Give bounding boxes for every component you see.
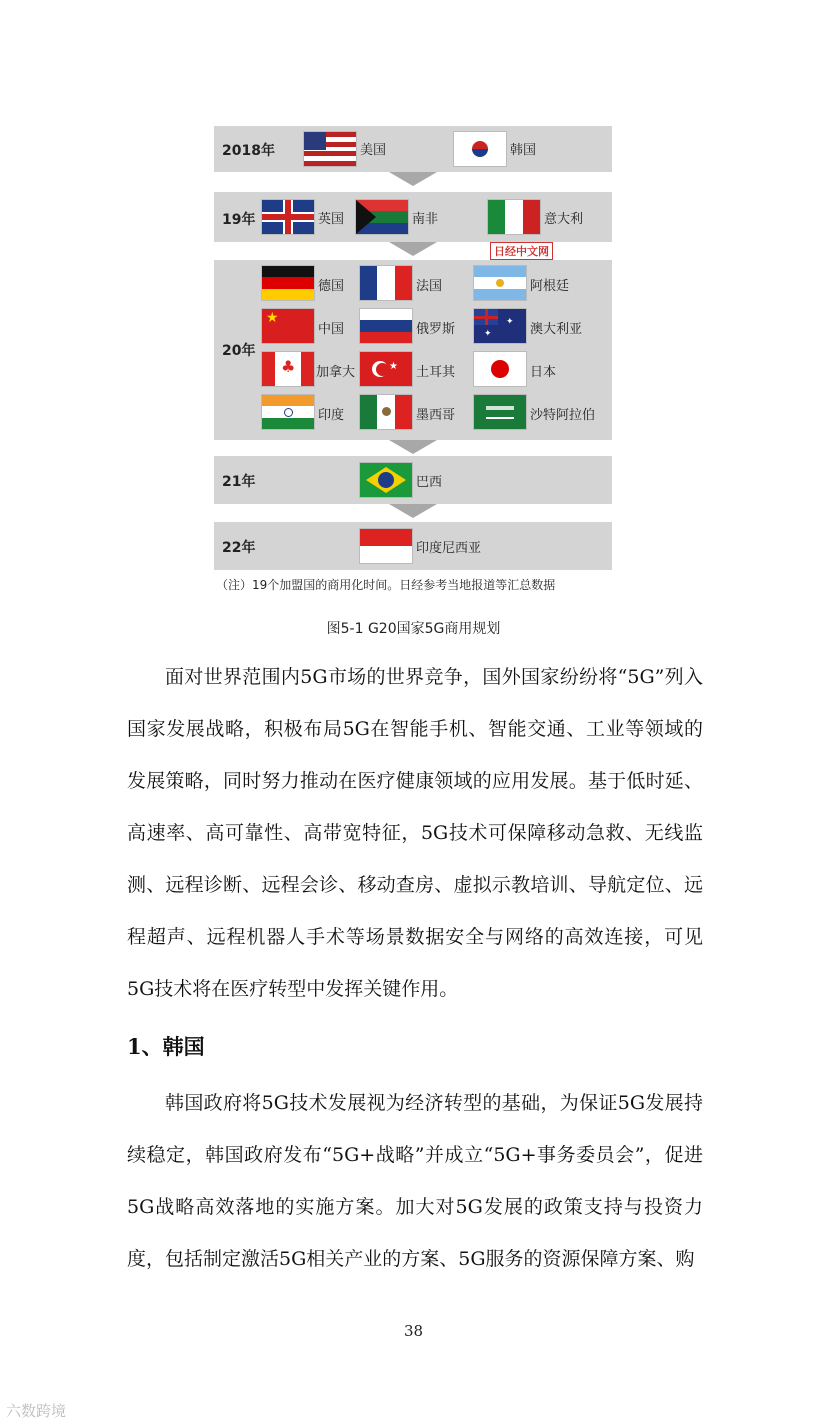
country-name: 阿根廷 (530, 279, 570, 294)
source-logo: 六数跨境 (6, 1402, 67, 1420)
country-name: 德国 (318, 279, 345, 294)
uk-flag-icon (262, 200, 314, 234)
down-arrow-icon (389, 504, 437, 518)
country-name: 加拿大 (316, 365, 356, 380)
watermark: 日经中文网 (490, 242, 553, 260)
year-label: 21年 (222, 474, 256, 490)
country-name: 中国 (318, 322, 345, 337)
canada-flag-icon: ♣ (262, 352, 314, 386)
paragraph-text: 韩国政府将5G技术发展视为经济转型的基础，为保证5G发展持续稳定，韩国政府发布“5G+战略”并成立“5G+事务委员会”，促进5G战略高效落地的实施方案。加大对5G发展的政策支持与投资力度，包括制定激活5G相关产业的方案、5G服务的资源保障方案、购 (127, 1092, 703, 1270)
country-name: 印度 (318, 408, 345, 423)
india-flag-icon (262, 395, 314, 429)
country-name: 印度尼西亚 (416, 541, 482, 556)
saudi-arabia-flag-icon (474, 395, 526, 429)
down-arrow-icon (389, 172, 437, 186)
row-2021 (214, 456, 612, 504)
section-heading: 1、韩国 (127, 1034, 205, 1059)
turkey-flag-icon: ★ (360, 352, 412, 386)
argentina-flag-icon (474, 266, 526, 300)
country-name: 巴西 (416, 475, 443, 490)
figure-note: （注）19个加盟国的商用化时间。日经参考当地报道等汇总数据 (216, 578, 556, 592)
brazil-flag-icon (360, 463, 412, 497)
year-label: 19年 (222, 212, 256, 228)
us-flag-icon (304, 132, 356, 166)
row-2019 (214, 192, 612, 242)
country-name: 俄罗斯 (416, 322, 456, 337)
year-label: 2018年 (222, 143, 275, 159)
mexico-flag-icon (360, 395, 412, 429)
japan-flag-icon (474, 352, 526, 386)
indonesia-flag-icon (360, 529, 412, 563)
down-arrow-icon (389, 242, 437, 256)
country-name: 土耳其 (416, 365, 456, 380)
figure-caption: 图5-1 G20国家5G商用规划 (326, 621, 501, 637)
country-name: 韩国 (510, 143, 537, 158)
row-2018 (214, 126, 612, 172)
g20-5g-figure (214, 126, 612, 596)
russia-flag-icon (360, 309, 412, 343)
china-flag-icon: ★ (262, 309, 314, 343)
year-label: 22年 (222, 540, 256, 556)
row-2020 (214, 260, 612, 440)
country-name: 沙特阿拉伯 (530, 408, 596, 423)
country-name: 南非 (412, 212, 439, 227)
body-paragraph (127, 1077, 703, 1285)
down-arrow-icon (389, 440, 437, 454)
country-name: 日本 (530, 365, 557, 380)
italy-flag-icon (488, 200, 540, 234)
country-name: 墨西哥 (416, 408, 456, 423)
year-label: 20年 (222, 343, 256, 359)
country-name: 澳大利亚 (530, 322, 583, 337)
country-name: 美国 (360, 143, 387, 158)
country-name: 英国 (318, 212, 345, 227)
germany-flag-icon (262, 266, 314, 300)
korea-flag-icon (454, 132, 506, 166)
south-africa-flag-icon (356, 200, 408, 234)
australia-flag-icon: ✦ ✦ (474, 309, 526, 343)
paragraph-text: 面对世界范围内5G市场的世界竞争，国外国家纷纷将“5G”列入国家发展战略，积极布局5G在智能手机、智能交通、工业等领域的发展策略，同时努力推动在医疗健康领域的应用发展。基于低时延、高速率、高可靠性、高带宽特征，5G技术可保障移动急救、无线监测、远程诊断、远程会诊、移动查房、虚拟示教培训、导航定位、远程超声、远程机器人手术等场景数据安全与网络的高效连接，可见5G技术将在医疗转型中发挥关键作用。 (127, 666, 703, 1000)
page-number: 38 (403, 1322, 424, 1340)
country-name: 法国 (416, 279, 443, 294)
france-flag-icon (360, 266, 412, 300)
body-paragraph (127, 651, 703, 1015)
row-2022 (214, 522, 612, 570)
country-name: 意大利 (544, 212, 584, 227)
